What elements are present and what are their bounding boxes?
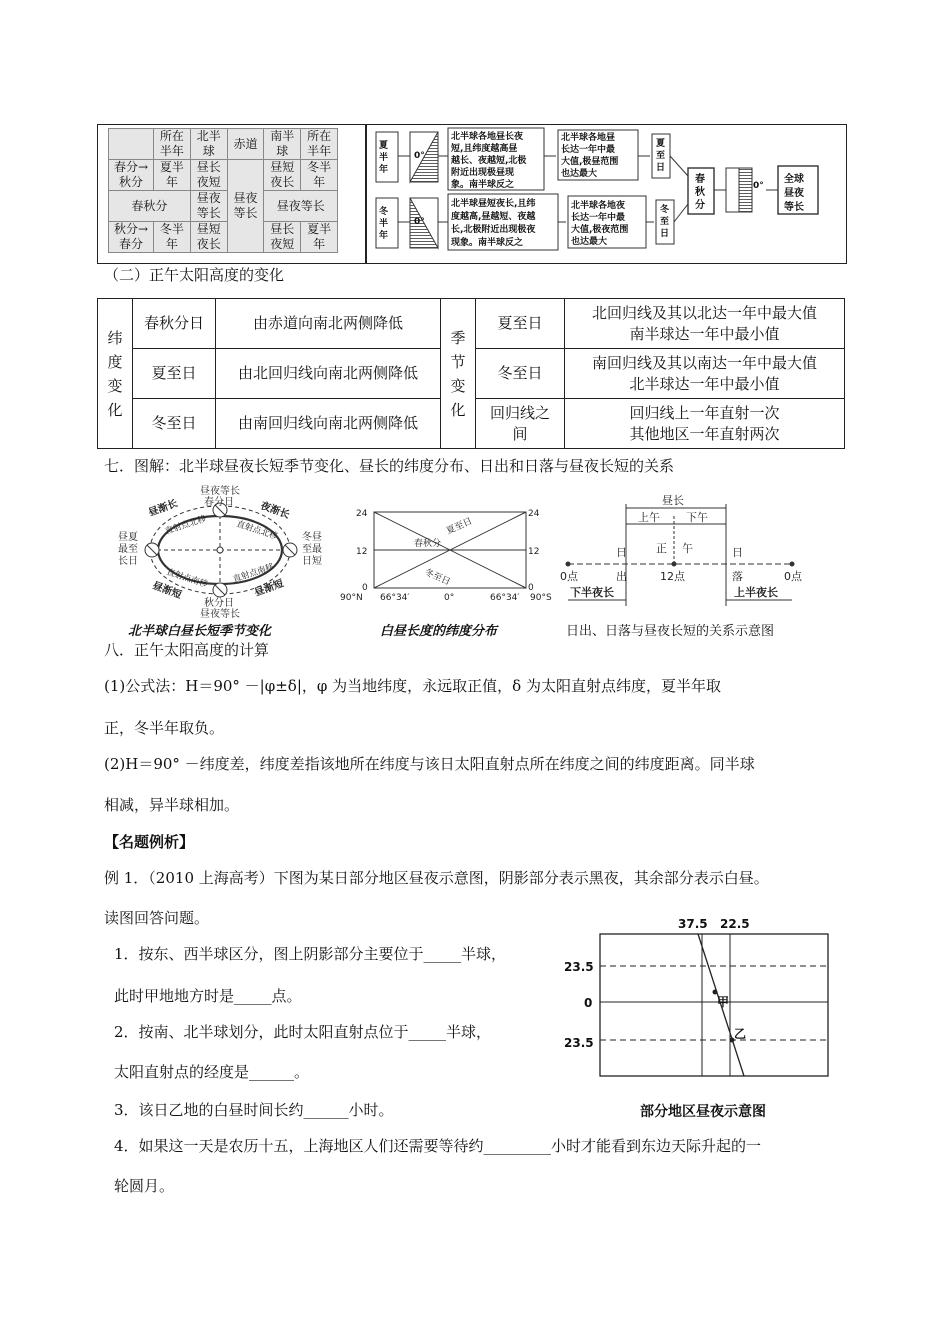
svg-text:0°: 0°: [414, 217, 425, 227]
season-change-head: 季节变化: [441, 299, 476, 449]
svg-text:昼渐短: 昼渐短: [253, 578, 286, 599]
svg-text:日短: 日短: [302, 556, 322, 567]
question4-line2: 轮圆月。: [114, 1177, 175, 1195]
svg-text:半: 半: [379, 219, 389, 229]
question1-line2: 此时甲地地方时是_____点。: [114, 987, 302, 1005]
global-equal-line: 昼夜: [784, 188, 804, 199]
fig-season-ellipse: [112, 484, 342, 624]
formula1-line2: 正，冬半年取负。: [104, 719, 225, 737]
summer-box1-line: 北半球各地昼长夜: [451, 132, 524, 142]
svg-text:春分日: 春分日: [204, 497, 234, 508]
section7-title: 七．图解：北半球昼夜长短季节变化、昼长的纬度分布、日出和日落与昼夜长短的关系: [104, 457, 675, 475]
noon-altitude-table: 纬度变化 春秋分日 由赤道向南北两侧降低 季节变化 夏至日 北回归线及其以北达一年中最大值 南半球达一年中最小值 夏至日 由北回归线向南北两侧降低 冬至日 南回归线及其以南达一年中最大值 北半球达一年中最小值 冬至日 由南回归线向南北两侧降低 回归线之间 回归线上一年直射一次 其他地区一年直射两次: [97, 298, 845, 449]
winter-box2-line: 长达一年中最: [571, 213, 626, 223]
svg-text:正: 正: [656, 542, 667, 555]
svg-text:12: 12: [356, 547, 368, 557]
summer-box2-line: 大值,极昼范围: [561, 157, 619, 167]
svg-text:90°S: 90°S: [530, 593, 552, 603]
svg-text:昼夜等长: 昼夜等长: [200, 486, 240, 497]
svg-text:23.5: 23.5: [564, 960, 594, 974]
question2-line2: 太阳直射点的经度是______。: [114, 1063, 310, 1081]
global-equal-line: 全球: [784, 174, 804, 185]
winter-solstice-line: 冬: [660, 205, 670, 215]
svg-text:直射点南移: 直射点南移: [165, 567, 209, 590]
svg-text:夜渐长: 夜渐长: [258, 500, 291, 522]
svg-text:甲: 甲: [717, 995, 730, 1009]
svg-text:下半夜长: 下半夜长: [570, 586, 614, 599]
summer-box2-line: 北半球各地昼: [561, 133, 616, 143]
svg-text:24: 24: [356, 509, 368, 519]
summer-half-label: 夏: [379, 141, 389, 151]
formula2-line2: 相减，异半球相加。: [104, 796, 240, 814]
svg-text:23.5: 23.5: [564, 1036, 594, 1050]
day-night-table: 所在半年 北半球 赤道 南半球 所在半年 春分→秋分 夏半年 昼长夜短 昼夜等长 昼短夜长 冬半年 春秋分 昼夜等长 昼夜等长 秋分→春分 冬半年 昼短夜长 昼长夜短 夏半年: [108, 128, 338, 253]
question3: 3．该日乙地的白昼时间长约______小时。: [114, 1101, 394, 1119]
svg-text:37.5: 37.5: [678, 917, 708, 931]
svg-text:冬: 冬: [379, 207, 389, 217]
svg-text:上午: 上午: [638, 511, 660, 524]
summer-box1-line: 象。南半球反之: [451, 180, 515, 190]
svg-text:直射点北移: 直射点北移: [163, 514, 208, 537]
winter-box2-line: 北半球各地夜: [571, 201, 626, 211]
equinox-line: 秋: [695, 187, 705, 198]
fig-sunrise-sunset: [560, 488, 820, 618]
svg-text:出: 出: [616, 570, 627, 583]
svg-text:24: 24: [528, 509, 540, 519]
winter-solstice-line: 至: [660, 217, 670, 227]
svg-text:0: 0: [362, 583, 368, 593]
svg-text:夏至日: 夏至日: [445, 516, 474, 537]
svg-text:22.5: 22.5: [720, 917, 750, 931]
svg-text:0点: 0点: [560, 570, 578, 583]
svg-text:长日: 长日: [118, 556, 138, 567]
svg-text:春秋分: 春秋分: [414, 539, 442, 549]
winter-box1-line: 长,北极附近出现极夜: [451, 225, 536, 235]
fig-daylength-latitude: [340, 504, 560, 614]
svg-text:日: 日: [616, 546, 627, 559]
svg-text:0°: 0°: [414, 151, 425, 161]
winter-box1-line: 北半球昼短夜长,且纬: [451, 199, 536, 209]
svg-text:昼长: 昼长: [662, 494, 684, 507]
svg-text:冬昼: 冬昼: [302, 532, 322, 543]
svg-text:直射点南移: 直射点南移: [231, 562, 276, 585]
example-heading: 【名题例析】: [104, 833, 195, 851]
svg-text:半: 半: [379, 153, 389, 163]
svg-text:昼渐长: 昼渐长: [147, 498, 180, 519]
svg-text:乙: 乙: [734, 1027, 747, 1041]
svg-text:昼夜等长: 昼夜等长: [200, 609, 240, 620]
svg-text:昼夏: 昼夏: [118, 532, 138, 543]
question1-line1: 1．按东、西半球区分，图上阴影部分主要位于_____半球，: [114, 945, 507, 963]
fig3-caption: 日出、日落与昼夜长短的关系示意图: [566, 624, 775, 639]
svg-text:昼渐短: 昼渐短: [150, 580, 183, 602]
section2-title: （二）正午太阳高度的变化: [104, 266, 285, 284]
svg-text:年: 年: [379, 231, 389, 241]
svg-text:上半夜长: 上半夜长: [734, 586, 778, 599]
lat-change-head: 纬度变化: [98, 299, 133, 449]
season-flow-diagram: [370, 126, 840, 256]
example1-line2: 读图回答问题。: [104, 909, 210, 927]
svg-text:0°: 0°: [444, 593, 455, 603]
winter-box2-line: 大值,极夜范围: [571, 225, 629, 235]
question4-line1: 4．如果这一天是农历十五，上海地区人们还需要等待约_________小时才能看到东边天际升起的一: [114, 1137, 762, 1155]
svg-text:年: 年: [379, 165, 389, 175]
winter-box1-line: 度越高,昼越短、夜越: [451, 212, 536, 222]
summer-box1-line: 短,且纬度越高昼: [451, 144, 518, 154]
winter-solstice-line: 日: [660, 229, 670, 239]
summer-solstice-line: 日: [656, 163, 666, 173]
svg-text:秋分日: 秋分日: [204, 598, 234, 609]
formula1-line1: (1)公式法：H＝90° －|φ±δ|，φ 为当地纬度，永远取正值，δ 为太阳直射点纬度，夏半年取: [104, 677, 721, 695]
equinox-line: 春: [695, 174, 705, 185]
summer-box2-line: 长达一年中最: [561, 145, 616, 155]
svg-text:落: 落: [732, 570, 743, 583]
day-night-map: [560, 916, 840, 1086]
svg-text:日: 日: [732, 546, 743, 559]
svg-text:0点: 0点: [784, 570, 802, 583]
winter-box1-line: 现象。南半球反之: [451, 238, 524, 248]
question2-line1: 2．按南、北半球划分，此时太阳直射点位于_____半球，: [114, 1023, 492, 1041]
fig2-caption: 白昼长度的纬度分布: [380, 624, 498, 639]
example1-line1: 例 1．（2010 上海高考）下图为某日部分地区昼夜示意图，阴影部分表示黑夜，其余部分表示白昼。: [104, 869, 769, 887]
svg-text:下午: 下午: [686, 511, 708, 524]
summer-solstice-line: 至: [656, 151, 666, 161]
svg-text:66°34′: 66°34′: [380, 593, 410, 603]
svg-text:冬至日: 冬至日: [422, 567, 452, 588]
global-equal-line: 等长: [784, 202, 804, 213]
summer-box2-line: 也达最大: [561, 169, 598, 179]
svg-text:0: 0: [528, 583, 534, 593]
svg-text:最至: 最至: [118, 544, 138, 555]
summer-solstice-line: 夏: [656, 139, 666, 149]
svg-text:12点: 12点: [660, 570, 685, 583]
svg-text:0°: 0°: [753, 181, 764, 191]
fig1-caption: 北半球白昼长短季节变化: [128, 624, 272, 639]
winter-box2-line: 也达最大: [571, 237, 608, 247]
equinox-line: 分: [695, 200, 705, 211]
svg-text:至最: 至最: [302, 544, 322, 555]
section8-title: 八．正午太阳高度的计算: [104, 641, 270, 659]
summer-box1-line: 附近出现极昼现: [451, 168, 515, 178]
svg-text:直射点北移: 直射点北移: [235, 519, 279, 542]
svg-text:0: 0: [584, 996, 593, 1010]
svg-text:午: 午: [682, 542, 693, 555]
formula2-line1: (2)H＝90° －纬度差，纬度差指该地所在纬度与该日太阳直射点所在纬度之间的纬度距离。同半球: [104, 755, 755, 773]
map-caption: 部分地区昼夜示意图: [640, 1104, 766, 1120]
svg-text:12: 12: [528, 547, 540, 557]
svg-text:90°N: 90°N: [340, 593, 363, 603]
summer-box1-line: 越长、夜越短,北极: [451, 156, 527, 166]
svg-text:66°34′: 66°34′: [490, 593, 520, 603]
